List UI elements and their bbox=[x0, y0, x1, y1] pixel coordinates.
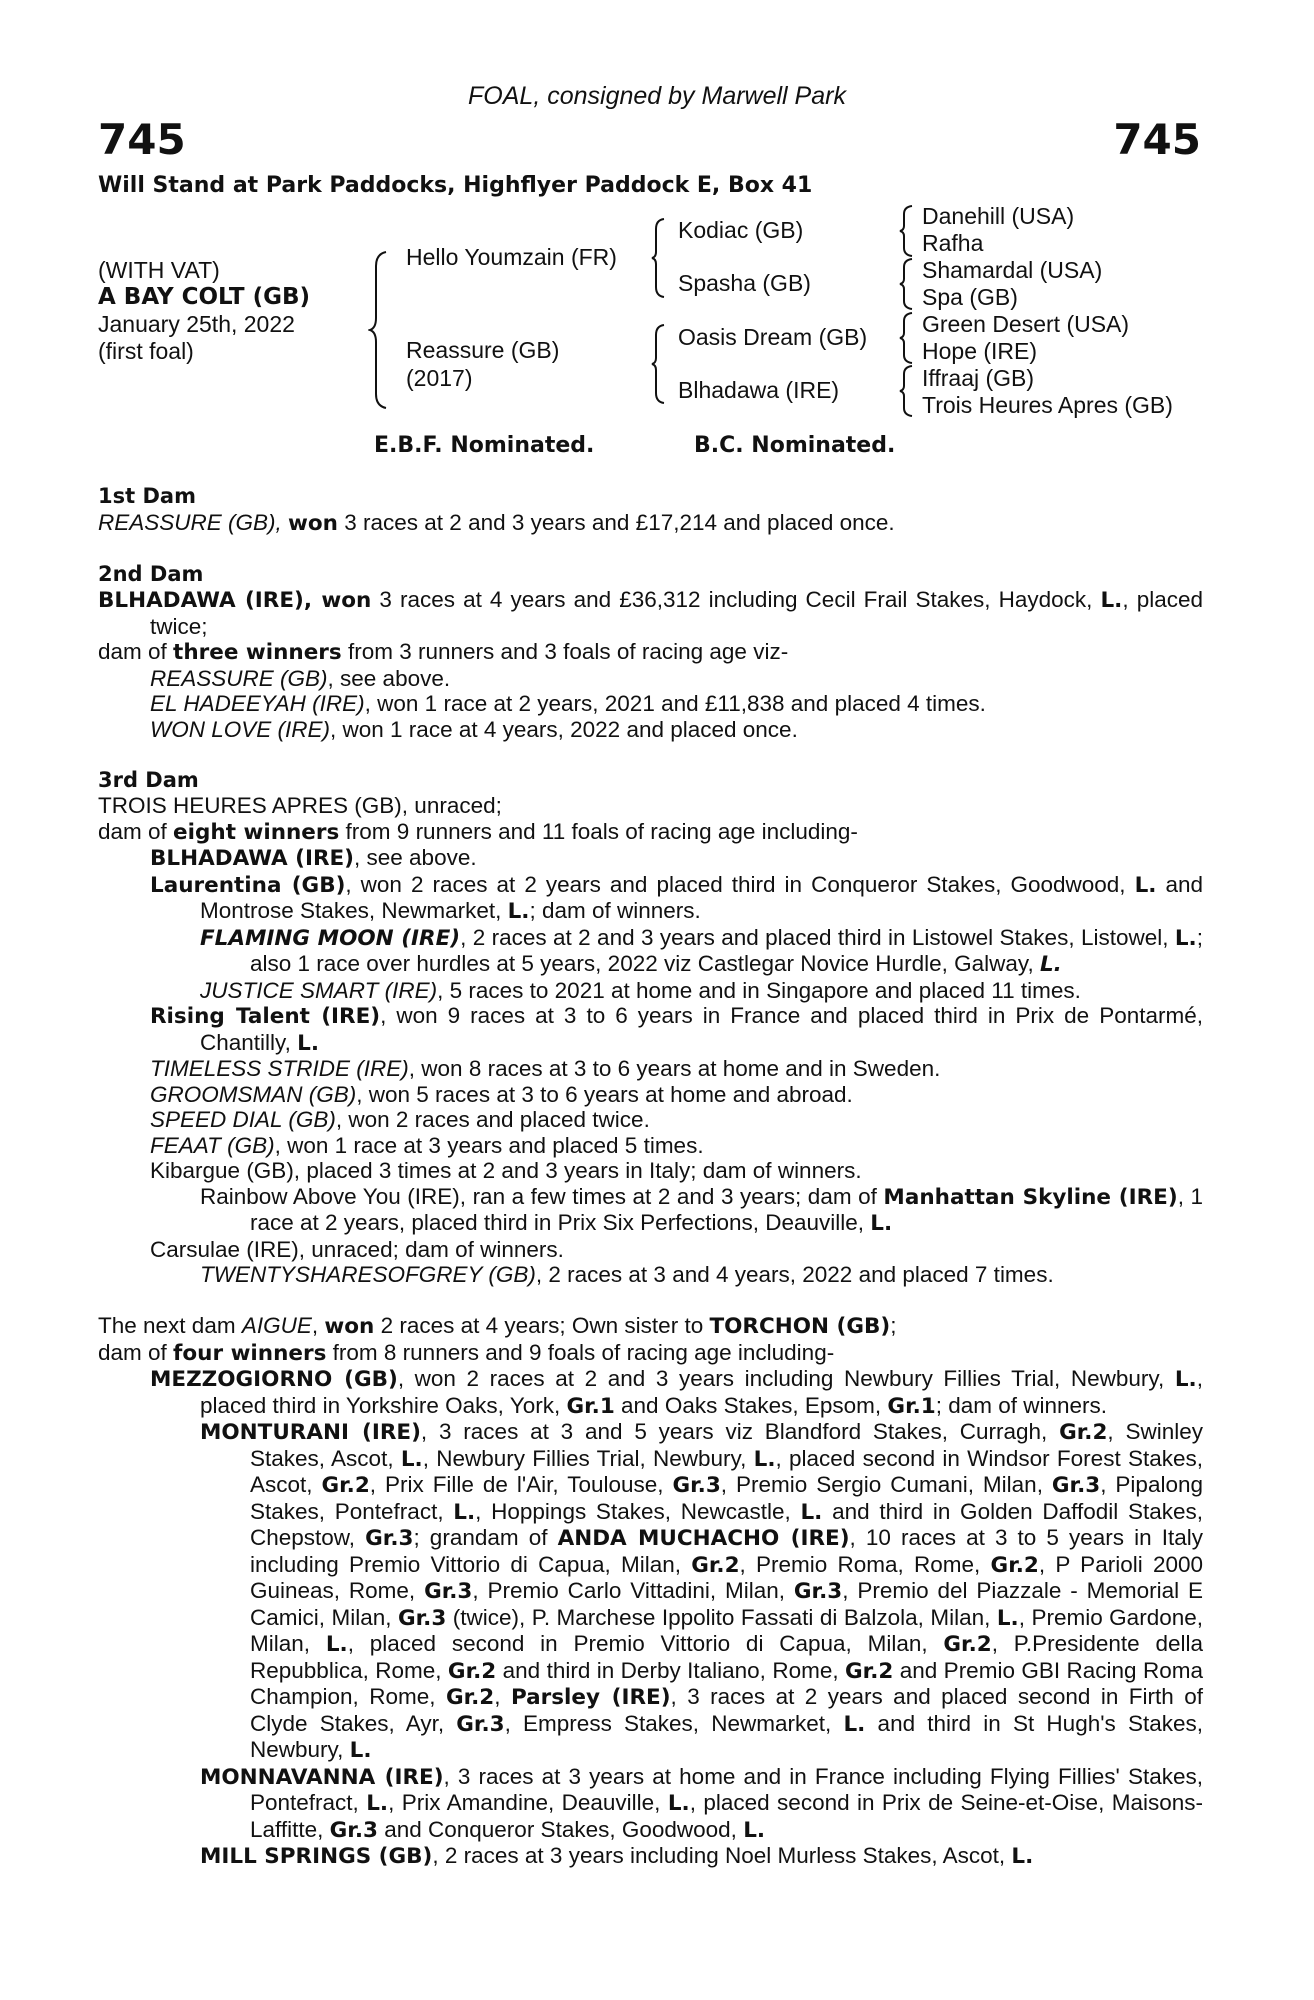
listed-marker: L. bbox=[800, 1499, 823, 1525]
runners-summary: from 9 runners and 11 foals of racing age including- bbox=[339, 818, 858, 844]
progeny-text: , 10 races at 3 to 5 years in Italy including Premio Vittorio di Capua, Milan, bbox=[250, 1525, 1203, 1577]
progeny-text: , placed second in Prix de Seine-et-Oise, Maisons-Laffitte, bbox=[250, 1790, 1203, 1842]
list-item bbox=[98, 691, 1203, 717]
next-dam-text: 2 races at 4 years; Own sister to bbox=[374, 1313, 710, 1338]
winners-count: three winners bbox=[173, 640, 342, 665]
pedigree-brace-g3 bbox=[898, 311, 916, 365]
progeny-text: , Premio Roma, Rome, bbox=[739, 1551, 991, 1577]
listed-marker: L. bbox=[325, 1632, 348, 1657]
second-dam-produce-summary bbox=[98, 639, 1203, 666]
third-dam-heading: 3rd Dam bbox=[98, 767, 199, 792]
pedigree-brace-sire bbox=[650, 217, 668, 299]
progeny-name: SPEED DIAL (GB) bbox=[150, 1107, 336, 1132]
list-item bbox=[98, 1419, 1203, 1764]
group-marker: Gr.2 bbox=[845, 1658, 894, 1684]
group-marker: Gr.2 bbox=[321, 1473, 370, 1498]
listed-marker: L. bbox=[507, 899, 530, 924]
progeny-text: , Pipalong Stakes, Pontefract, bbox=[250, 1472, 1203, 1524]
dam-of-label: dam of bbox=[98, 1339, 174, 1365]
progeny-text: , 5 races to 2021 at home and in Singapore and placed 11 times. bbox=[437, 977, 1081, 1003]
progeny-text: , won 5 races at 3 to 6 years at home and abroad. bbox=[356, 1081, 853, 1107]
progeny-text: , Hoppings Stakes, Newcastle, bbox=[475, 1498, 801, 1524]
pedigree-brace-g4 bbox=[898, 364, 916, 418]
progeny-text: , Premio del Piazzale - Memorial E Camici, Milan, bbox=[250, 1578, 1204, 1630]
listed-marker: L. bbox=[1174, 1367, 1197, 1392]
progeny-text: , 2 races at 3 years including Noel Murless Stakes, Ascot, bbox=[432, 1843, 1012, 1868]
pedigree-g2: Rafha bbox=[922, 230, 984, 256]
winners-count: four winners bbox=[173, 1340, 327, 1366]
lot-number-left: 745 bbox=[98, 115, 186, 164]
pedigree-g8: Trois Heures Apres (GB) bbox=[922, 392, 1173, 418]
list-item bbox=[98, 1843, 1203, 1870]
progeny-text: ; grandam of bbox=[413, 1525, 558, 1550]
progeny-name: GROOMSMAN (GB) bbox=[150, 1081, 357, 1107]
progeny-text: , Prix Fille de l'Air, Toulouse, bbox=[369, 1472, 673, 1497]
progeny-text: , Premio Carlo Vittadini, Milan, bbox=[472, 1578, 794, 1603]
runners-summary: from 8 runners and 9 foals of racing age including- bbox=[326, 1339, 835, 1365]
list-item bbox=[98, 925, 1203, 978]
progeny-name: TIMELESS STRIDE (IRE) bbox=[150, 1056, 409, 1081]
dam-of-label: dam of bbox=[98, 818, 174, 844]
second-dam-text2: , placed twice; bbox=[150, 587, 1203, 639]
progeny-text: , Prix Amandine, Deauville, bbox=[388, 1790, 668, 1815]
progeny-text: , see above. bbox=[354, 845, 477, 870]
sibling-name: TORCHON (GB) bbox=[709, 1314, 891, 1339]
group-marker: Gr.3 bbox=[329, 1817, 378, 1843]
separator: ; bbox=[890, 1313, 897, 1338]
list-item bbox=[98, 1056, 1203, 1082]
pedigree-g1: Danehill (USA) bbox=[922, 203, 1075, 229]
next-dam-name: AIGUE bbox=[241, 1313, 312, 1338]
pedigree-brace-g2 bbox=[898, 257, 916, 311]
progeny-text: , 2 races at 2 and 3 years and placed third in Listowel Stakes, Listowel, bbox=[460, 924, 1175, 950]
progeny-text: , won 9 races at 3 to 6 years in France and placed third in Prix de Pontarmé, Chantilly, bbox=[200, 1003, 1203, 1055]
listed-marker: L. bbox=[1100, 588, 1123, 613]
progeny-name: Laurentina (GB) bbox=[150, 872, 346, 898]
listed-marker: L. bbox=[349, 1738, 372, 1763]
list-item bbox=[98, 978, 1203, 1004]
progeny-name: Parsley (IRE) bbox=[510, 1685, 671, 1710]
progeny-name: MILL SPRINGS (GB) bbox=[200, 1844, 433, 1869]
progeny-name: WON LOVE (IRE) bbox=[150, 716, 331, 742]
winners-count: eight winners bbox=[173, 819, 340, 845]
progeny-text: , 1 race at 2 years, placed third in Prix Six Perfections, Deauville, bbox=[250, 1183, 1203, 1235]
progeny-text: and Premio GBI Racing Roma Champion, Rome, bbox=[250, 1657, 1203, 1709]
catalogue-body bbox=[98, 484, 1203, 1870]
next-dam-line bbox=[98, 1313, 1203, 1340]
listed-marker: L. bbox=[753, 1446, 776, 1472]
second-dam-heading: 2nd Dam bbox=[98, 561, 204, 586]
progeny-text: , P Parioli 2000 Guineas, Rome, bbox=[250, 1551, 1203, 1603]
progeny-text: , see above. bbox=[327, 665, 451, 691]
first-dam-name: REASSURE (GB), bbox=[98, 509, 282, 535]
first-dam-heading: 1st Dam bbox=[98, 484, 196, 508]
first-dam-won: won bbox=[288, 510, 338, 536]
listed-marker: L. bbox=[1011, 1844, 1034, 1869]
listed-marker: L. bbox=[400, 1446, 423, 1472]
progeny-text: , placed third in Yorkshire Oaks, York, bbox=[200, 1366, 1203, 1418]
group-marker: Gr.3 bbox=[424, 1579, 473, 1604]
progeny-text: , won 2 races at 2 years and placed third in Conqueror Stakes, Goodwood, bbox=[345, 871, 1135, 897]
list-item bbox=[98, 845, 1203, 872]
first-dam-text: 3 races at 2 and 3 years and £17,214 and placed once. bbox=[338, 509, 895, 535]
list-item bbox=[98, 666, 1203, 692]
foaling-date: January 25th, 2022 bbox=[98, 311, 295, 337]
progeny-text: , won 1 race at 2 years, 2021 and £11,838 and placed 4 times. bbox=[364, 691, 986, 716]
progeny-text: , won 8 races at 3 to 6 years at home and in Sweden. bbox=[408, 1056, 941, 1081]
progeny-text: , 3 races at 3 years at home and in France including Flying Fillies' Stakes, Pontefract, bbox=[250, 1763, 1203, 1815]
first-dam-entry bbox=[98, 510, 1203, 537]
list-item: Kibargue (GB), placed 3 times at 2 and 3 years in Italy; dam of winners. bbox=[150, 1158, 862, 1183]
progeny-text: and third in Golden Daffodil Stakes, Chepstow, bbox=[250, 1498, 1203, 1550]
group-marker: Gr.1 bbox=[566, 1393, 615, 1419]
group-marker: Gr.1 bbox=[887, 1393, 936, 1419]
listed-marker: L. bbox=[843, 1711, 866, 1737]
listed-marker: L. bbox=[870, 1211, 893, 1236]
second-dam-text: 3 races at 4 years and £36,312 including Cecil Frail Stakes, Haydock, bbox=[371, 587, 1101, 612]
pedigree-sire: Hello Youmzain (FR) bbox=[406, 244, 617, 270]
progeny-name: REASSURE (GB) bbox=[150, 665, 328, 691]
pedigree-brace-g1 bbox=[898, 204, 916, 258]
progeny-name: Rising Talent (IRE) bbox=[150, 1004, 381, 1029]
group-marker: Gr.3 bbox=[793, 1579, 843, 1604]
second-dam-name: BLHADAWA (IRE), won bbox=[98, 588, 372, 613]
progeny-name: MONNAVANNA (IRE) bbox=[200, 1764, 444, 1790]
pedigree-dam-sire: Oasis Dream (GB) bbox=[678, 324, 868, 350]
listed-marker: L. bbox=[453, 1499, 476, 1525]
progeny-text: Rainbow Above You (IRE), ran a few times at 2 and 3 years; dam of bbox=[200, 1183, 884, 1209]
group-marker: Gr.2 bbox=[1059, 1420, 1108, 1445]
listed-marker: L. bbox=[1039, 952, 1062, 977]
listed-marker: L. bbox=[1134, 872, 1157, 898]
list-item bbox=[98, 1764, 1203, 1844]
ebf-nomination: E.B.F. Nominated. bbox=[374, 433, 595, 458]
bc-nomination: B.C. Nominated. bbox=[694, 433, 896, 458]
progeny-name: FEAAT (GB) bbox=[150, 1132, 275, 1158]
pedigree-g6: Hope (IRE) bbox=[922, 338, 1038, 364]
group-marker: Gr.2 bbox=[943, 1632, 992, 1657]
progeny-text: ; also 1 race over hurdles at 5 years, 2022 viz Castlegar Novice Hurdle, Galway, bbox=[250, 924, 1203, 976]
group-marker: Gr.3 bbox=[456, 1711, 505, 1737]
progeny-text: and third in Derby Italiano, Rome, bbox=[496, 1657, 846, 1683]
pedigree-g3: Shamardal (USA) bbox=[922, 257, 1103, 283]
progeny-text: , placed second in Windsor Forest Stakes, Ascot, bbox=[250, 1445, 1203, 1497]
progeny-name: MEZZOGIORNO (GB) bbox=[150, 1367, 398, 1392]
pedigree-g4: Spa (GB) bbox=[922, 284, 1018, 310]
progeny-name: EL HADEEYAH (IRE) bbox=[150, 691, 365, 716]
group-marker: Gr.2 bbox=[691, 1552, 740, 1578]
pedigree-sire-dam: Spasha (GB) bbox=[678, 270, 811, 296]
runners-summary: from 3 runners and 3 foals of racing age viz- bbox=[341, 639, 789, 664]
progeny-text: , Swinley Stakes, Ascot, bbox=[250, 1419, 1203, 1471]
progeny-text: and third in St Hugh's Stakes, Newbury, bbox=[250, 1710, 1204, 1762]
progeny-name: Manhattan Skyline (IRE) bbox=[883, 1184, 1178, 1210]
progeny-text: and Conqueror Stakes, Goodwood, bbox=[377, 1816, 744, 1842]
list-item bbox=[98, 872, 1203, 925]
progeny-text: and Montrose Stakes, Newmarket, bbox=[200, 871, 1203, 923]
listed-marker: L. bbox=[743, 1817, 766, 1843]
foal-note: (first foal) bbox=[98, 338, 194, 364]
list-item bbox=[98, 1082, 1203, 1108]
progeny-text: , Empress Stakes, Newmarket, bbox=[504, 1710, 844, 1736]
group-marker: Gr.2 bbox=[447, 1658, 497, 1684]
progeny-name: FLAMING MOON (IRE) bbox=[200, 925, 461, 951]
list-item bbox=[98, 1184, 1203, 1237]
progeny-text: ; dam of winners. bbox=[529, 898, 701, 923]
vat-note: (WITH VAT) bbox=[98, 257, 220, 283]
progeny-text: , Premio Sergio Cumani, Milan, bbox=[720, 1472, 1052, 1497]
list-item: Carsulae (IRE), unraced; dam of winners. bbox=[150, 1236, 564, 1262]
progeny-text: (twice), P. Marchese Ippolito Fassati di Balzola, Milan, bbox=[446, 1604, 997, 1630]
progeny-text: , won 2 races and placed twice. bbox=[335, 1107, 650, 1132]
progeny-name: JUSTICE SMART (IRE) bbox=[200, 977, 438, 1003]
group-marker: Gr.2 bbox=[445, 1685, 495, 1710]
progeny-text: , 3 races at 2 years and placed second in Firth of Clyde Stakes, Ayr, bbox=[250, 1684, 1203, 1736]
list-item bbox=[98, 717, 1203, 743]
group-marker: Gr.3 bbox=[1051, 1473, 1101, 1498]
group-marker: Gr.3 bbox=[397, 1605, 447, 1631]
group-marker: Gr.3 bbox=[672, 1473, 721, 1498]
next-dam-won: won bbox=[324, 1314, 375, 1339]
pedigree-sire-sire: Kodiac (GB) bbox=[678, 217, 804, 243]
next-dam-pre: The next dam bbox=[98, 1313, 242, 1338]
consignment-line: FOAL, consigned by Marwell Park bbox=[468, 82, 846, 110]
horse-name: A BAY COLT (GB) bbox=[98, 284, 311, 310]
progeny-text: , P.Presidente della Repubblica, Rome, bbox=[250, 1631, 1203, 1683]
progeny-text: ; dam of winners. bbox=[935, 1392, 1108, 1418]
progeny-text: , won 1 race at 3 years and placed 5 times. bbox=[274, 1132, 704, 1158]
progeny-text: and Oaks Stakes, Epsom, bbox=[614, 1392, 888, 1418]
progeny-text: , 2 races at 3 and 4 years, 2022 and placed 7 times. bbox=[535, 1262, 1054, 1287]
group-marker: Gr.3 bbox=[365, 1526, 414, 1551]
pedigree-dam-year: (2017) bbox=[406, 365, 473, 391]
progeny-text: , placed second in Premio Vittorio di Capua, Milan, bbox=[347, 1631, 944, 1656]
pedigree-brace-dam bbox=[650, 323, 668, 405]
progeny-text: , won 2 races at 2 and 3 years including Newbury Fillies Trial, Newbury, bbox=[397, 1366, 1175, 1391]
progeny-name: ANDA MUCHACHO (IRE) bbox=[557, 1526, 850, 1551]
progeny-name: TWENTYSHARESOFGREY (GB) bbox=[200, 1262, 536, 1287]
pedigree-g5: Green Desert (USA) bbox=[922, 311, 1130, 337]
third-dam-produce-summary bbox=[98, 819, 1203, 846]
list-item bbox=[98, 1003, 1203, 1056]
pedigree-dam: Reassure (GB) bbox=[406, 337, 560, 363]
stand-info: Will Stand at Park Paddocks, Highflyer Paddock E, Box 41 bbox=[98, 173, 813, 198]
listed-marker: L. bbox=[1174, 925, 1197, 951]
dam-of-label: dam of bbox=[98, 639, 174, 664]
progeny-name: BLHADAWA (IRE) bbox=[150, 846, 355, 871]
pedigree-dam-dam: Blhadawa (IRE) bbox=[678, 377, 840, 403]
listed-marker: L. bbox=[366, 1791, 389, 1816]
listed-marker: L. bbox=[297, 1030, 319, 1056]
progeny-text: , 3 races at 3 and 5 years viz Blandford Stakes, Curragh, bbox=[420, 1419, 1060, 1444]
second-dam-entry bbox=[98, 587, 1203, 639]
progeny-name: MONTURANI (IRE) bbox=[200, 1420, 421, 1445]
pedigree-brace-main bbox=[368, 250, 392, 410]
progeny-text: , bbox=[494, 1684, 511, 1709]
listed-marker: L. bbox=[996, 1605, 1019, 1631]
list-item bbox=[98, 1262, 1203, 1288]
separator: , bbox=[311, 1313, 325, 1338]
pedigree-g7: Iffraaj (GB) bbox=[922, 365, 1035, 391]
listed-marker: L. bbox=[667, 1791, 690, 1816]
progeny-text: , Premio Gardone, Milan, bbox=[250, 1604, 1203, 1656]
group-marker: Gr.2 bbox=[990, 1552, 1039, 1578]
progeny-text: , Newbury Fillies Trial, Newbury, bbox=[422, 1445, 754, 1471]
lot-number-right: 745 bbox=[1113, 115, 1201, 164]
next-dam-produce-summary bbox=[98, 1340, 1203, 1367]
list-item bbox=[98, 1366, 1203, 1419]
third-dam-line: TROIS HEURES APRES (GB), unraced; bbox=[98, 793, 502, 818]
list-item bbox=[98, 1133, 1203, 1159]
list-item bbox=[98, 1107, 1203, 1133]
progeny-text: , won 1 race at 4 years, 2022 and placed once. bbox=[330, 716, 798, 742]
